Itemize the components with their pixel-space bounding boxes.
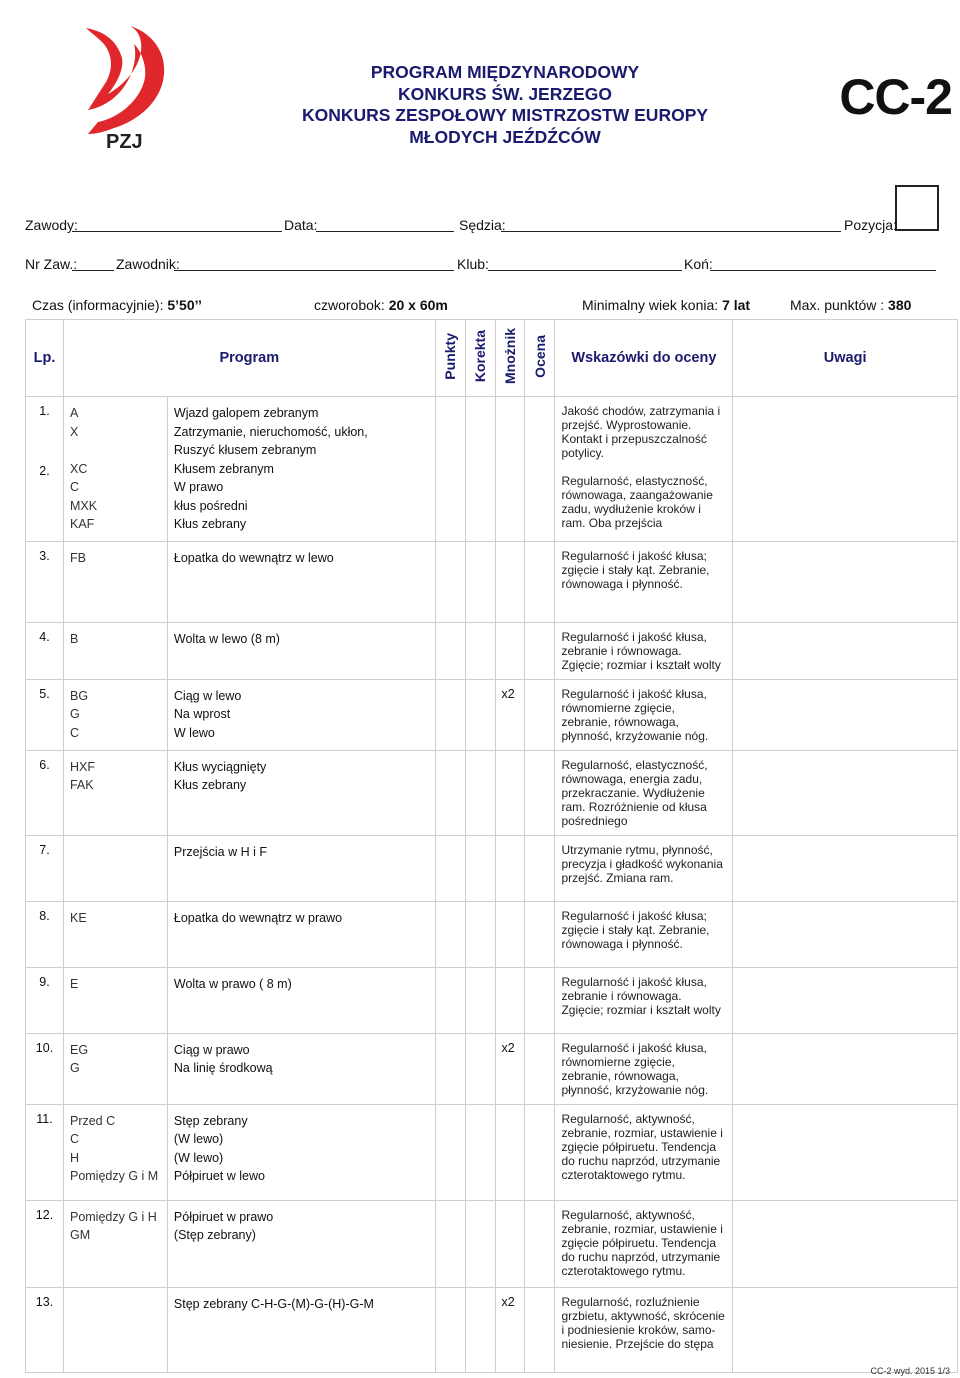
mnoznik-cell	[495, 967, 525, 1033]
czas-info: Czas (informacyjnie): 5’50’’	[32, 297, 202, 313]
mnoznik-cell	[495, 835, 525, 901]
row-program: Kłus wyciągnięty Kłus zebrany	[167, 750, 435, 835]
klub-field[interactable]	[488, 270, 682, 271]
ocena-cell[interactable]	[525, 835, 555, 901]
row-number: 10.	[26, 1033, 64, 1104]
mnoznik-cell: x2	[495, 679, 525, 750]
row-hint: Regularność i jakość kłusa, zebranie i równowaga. Zgięcie; rozmiar i kształt wolty	[555, 622, 733, 679]
row-number: 7.	[26, 835, 64, 901]
data-label: Data:	[284, 217, 318, 233]
kon-field[interactable]	[710, 270, 936, 271]
korekta-cell[interactable]	[465, 1104, 495, 1200]
row-letters: HXF FAK	[63, 750, 167, 835]
row-hint: Regularność i jakość kłusa; zgięcie i stały kąt. Zebranie, równowaga i płynność.	[555, 901, 733, 967]
row-program: Przejścia w H i F	[167, 835, 435, 901]
table-row	[26, 901, 958, 967]
korekta-cell[interactable]	[465, 541, 495, 622]
program-header: Program	[63, 320, 435, 397]
row-number: 5.	[26, 679, 64, 750]
punkty-cell[interactable]	[435, 1287, 465, 1372]
scoring-table	[25, 319, 958, 1373]
row-number: 13.	[26, 1287, 64, 1372]
row-letters: A X XC C MXK KAF	[63, 397, 167, 542]
punkty-cell[interactable]	[435, 967, 465, 1033]
table-row	[26, 835, 958, 901]
title-line: MŁODYCH JEŹDŹCÓW	[409, 126, 601, 147]
nr-zaw-field[interactable]	[72, 270, 114, 271]
ocena-cell[interactable]	[525, 397, 555, 542]
table-row	[26, 679, 958, 750]
position-box[interactable]	[895, 185, 939, 231]
row-number: 1. 2.	[26, 397, 64, 542]
title-block	[250, 62, 760, 148]
zawodnik-field[interactable]	[174, 270, 454, 271]
uwagi-cell[interactable]	[733, 901, 958, 967]
korekta-cell[interactable]	[465, 750, 495, 835]
ocena-cell[interactable]	[525, 1200, 555, 1287]
table-row	[26, 967, 958, 1033]
row-hint: Regularność i jakość kłusa, równomierne zgięcie, zebranie, równowaga, płynność, krzyżowanie nóg.	[555, 679, 733, 750]
row-letters: Pomiędzy G i H GM	[63, 1200, 167, 1287]
row-hint: Regularność i jakość kłusa; zgięcie i stały kąt. Zebranie, równowaga i płynność.	[555, 541, 733, 622]
uwagi-cell[interactable]	[733, 1033, 958, 1104]
korekta-cell[interactable]	[465, 1033, 495, 1104]
pzj-logo	[78, 22, 178, 152]
ocena-cell[interactable]	[525, 1287, 555, 1372]
punkty-header: Punkty	[435, 320, 465, 397]
row-hint: Jakość chodów, zatrzymania i przejść. Wyprostowanie. Kontakt i przepuszczalność potylicy. Regularność, elastyczność, równowaga, zaangażowanie zadu, wydłużenie kroków i ram. Oba przejścia	[555, 397, 733, 542]
czworobok-info: czworobok: 20 x 60m	[314, 297, 448, 313]
punkty-cell[interactable]	[435, 541, 465, 622]
punkty-cell[interactable]	[435, 622, 465, 679]
uwagi-cell[interactable]	[733, 622, 958, 679]
ocena-header: Ocena	[525, 320, 555, 397]
row-letters: E	[63, 967, 167, 1033]
wiek-info: Minimalny wiek konia: 7 lat	[582, 297, 751, 313]
row-letters: Przed C C H Pomiędzy G i M	[63, 1104, 167, 1200]
korekta-cell[interactable]	[465, 835, 495, 901]
zawodnik-label: Zawodnik:	[116, 256, 180, 272]
punkty-cell[interactable]	[435, 1104, 465, 1200]
mnoznik-cell: x2	[495, 1287, 525, 1372]
ocena-cell[interactable]	[525, 1033, 555, 1104]
klub-label: Klub:	[457, 256, 489, 272]
pozycja-label: Pozycja:	[844, 217, 897, 233]
row-number: 9.	[26, 967, 64, 1033]
sedzia-field[interactable]	[501, 231, 841, 232]
row-letters: B	[63, 622, 167, 679]
row-letters: BG G C	[63, 679, 167, 750]
ocena-cell[interactable]	[525, 622, 555, 679]
ocena-cell[interactable]	[525, 1104, 555, 1200]
table-row	[26, 1104, 958, 1200]
korekta-cell[interactable]	[465, 679, 495, 750]
table-row	[26, 1033, 958, 1104]
table-row	[26, 397, 958, 542]
row-program: Ciąg w lewo Na wprost W lewo	[167, 679, 435, 750]
row-program: Ciąg w prawo Na linię środkową	[167, 1033, 435, 1104]
table-row	[26, 1287, 958, 1372]
row-number: 3.	[26, 541, 64, 622]
punkty-cell[interactable]	[435, 1033, 465, 1104]
korekta-cell[interactable]	[465, 967, 495, 1033]
korekta-cell[interactable]	[465, 397, 495, 542]
title-line: KONKURS ZESPOŁOWY MISTRZOSTW EUROPY	[301, 105, 709, 125]
korekta-header: Korekta	[465, 320, 495, 397]
punkty-cell[interactable]	[435, 397, 465, 542]
mnoznik-cell	[495, 541, 525, 622]
svg-text:PZJ: PZJ	[106, 131, 143, 152]
footer-version: CC-2 wyd. 2015 1/3	[870, 1366, 950, 1376]
row-hint: Regularność, aktywność, zebranie, rozmiar, ustawienie i zgięcie półpiruetu. Tendencja do ruchu naprzód, utrzymanie czterotaktowego rytmu.	[555, 1104, 733, 1200]
row-letters	[63, 835, 167, 901]
punkty-cell[interactable]	[435, 679, 465, 750]
row-letters: EG G	[63, 1033, 167, 1104]
uwagi-cell[interactable]	[733, 750, 958, 835]
uwagi-cell[interactable]	[733, 967, 958, 1033]
row-program: Wolta w prawo ( 8 m)	[167, 967, 435, 1033]
data-field[interactable]	[316, 231, 454, 232]
row-hint: Regularność, elastyczność, równowaga, energia zadu, przekraczanie. Wydłużenie ram. Rozróżnienie od kłusa pośredniego	[555, 750, 733, 835]
row-program: Stęp zebrany (W lewo) (W lewo) Półpiruet w lewo	[167, 1104, 435, 1200]
mnoznik-cell	[495, 1200, 525, 1287]
row-number: 4.	[26, 622, 64, 679]
test-code: CC-2	[839, 69, 952, 125]
kon-label: Koń:	[684, 256, 713, 272]
wskazowki-header: Wskazówki do oceny	[555, 320, 733, 397]
punkty-cell[interactable]	[435, 750, 465, 835]
korekta-cell[interactable]	[465, 901, 495, 967]
table-row	[26, 750, 958, 835]
title-line: KONKURS ŚW. JERZEGO	[398, 83, 612, 104]
ocena-cell[interactable]	[525, 901, 555, 967]
uwagi-cell[interactable]	[733, 835, 958, 901]
ocena-cell[interactable]	[525, 541, 555, 622]
mnoznik-cell	[495, 622, 525, 679]
punkty-cell[interactable]	[435, 1200, 465, 1287]
korekta-cell[interactable]	[465, 622, 495, 679]
sedzia-label: Sędzia:	[459, 217, 506, 233]
punkty-cell[interactable]	[435, 835, 465, 901]
row-letters: FB	[63, 541, 167, 622]
mnoznik-cell	[495, 750, 525, 835]
korekta-cell[interactable]	[465, 1200, 495, 1287]
title-line: PROGRAM MIĘDZYNARODOWY	[370, 62, 640, 82]
row-program: Stęp zebrany C-H-G-(M)-G-(H)-G-M	[167, 1287, 435, 1372]
row-program: Wjazd galopem zebranym Zatrzymanie, nieruchomość, ukłon, Ruszyć kłusem zebranym Kłusem zebranym W prawo kłus pośredni Kłus zebrany	[167, 397, 435, 542]
table-row	[26, 622, 958, 679]
mnoznik-cell	[495, 1104, 525, 1200]
row-hint: Regularność, rozluźnienie grzbietu, aktywność, skrócenie i podniesienie kroków, samo-niesienie. Przejście do stępa	[555, 1287, 733, 1372]
uwagi-cell[interactable]	[733, 1200, 958, 1287]
uwagi-cell[interactable]	[733, 679, 958, 750]
table-row	[26, 541, 958, 622]
row-program: Półpiruet w prawo (Stęp zebrany)	[167, 1200, 435, 1287]
row-hint: Regularność i jakość kłusa, równomierne zgięcie, zebranie, równowaga, płynność, krzyżowanie nóg.	[555, 1033, 733, 1104]
row-number: 12.	[26, 1200, 64, 1287]
ocena-cell[interactable]	[525, 679, 555, 750]
zawody-label: Zawody:	[25, 217, 78, 233]
row-program: Łopatka do wewnątrz w lewo	[167, 541, 435, 622]
row-letters: KE	[63, 901, 167, 967]
row-hint: Regularność i jakość kłusa, zebranie i równowaga. Zgięcie; rozmiar i kształt wolty	[555, 967, 733, 1033]
uwagi-cell[interactable]	[733, 1287, 958, 1372]
uwagi-cell[interactable]	[733, 397, 958, 542]
header-row	[26, 320, 958, 397]
row-program: Łopatka do wewnątrz w prawo	[167, 901, 435, 967]
row-hint: Utrzymanie rytmu, płynność, precyzja i gładkość wykonania przejść. Zmiana ram.	[555, 835, 733, 901]
mnoznik-cell: x2	[495, 1033, 525, 1104]
uwagi-cell[interactable]	[733, 1104, 958, 1200]
max-info: Max. punktów : 380	[790, 297, 912, 313]
row-letters	[63, 1287, 167, 1372]
row-number: 8.	[26, 901, 64, 967]
row-number: 11.	[26, 1104, 64, 1200]
row-hint: Regularność, aktywność, zebranie, rozmiar, ustawienie i zgięcie półpiruetu. Tendencja do ruchu naprzód, utrzymanie czterotaktowego rytmu.	[555, 1200, 733, 1287]
uwagi-cell[interactable]	[733, 541, 958, 622]
ocena-cell[interactable]	[525, 750, 555, 835]
row-program: Wolta w lewo (8 m)	[167, 622, 435, 679]
nr-zaw-label: Nr Zaw.:	[25, 256, 78, 272]
row-number: 6.	[26, 750, 64, 835]
punkty-cell[interactable]	[435, 901, 465, 967]
lp-header: Lp.	[26, 320, 64, 397]
table-row	[26, 1200, 958, 1287]
mnoznik-cell	[495, 901, 525, 967]
mnoznik-cell	[495, 397, 525, 542]
uwagi-header: Uwagi	[733, 320, 958, 397]
zawody-field[interactable]	[72, 231, 282, 232]
ocena-cell[interactable]	[525, 967, 555, 1033]
mnoznik-header: Mnożnik	[495, 320, 525, 397]
korekta-cell[interactable]	[465, 1287, 495, 1372]
